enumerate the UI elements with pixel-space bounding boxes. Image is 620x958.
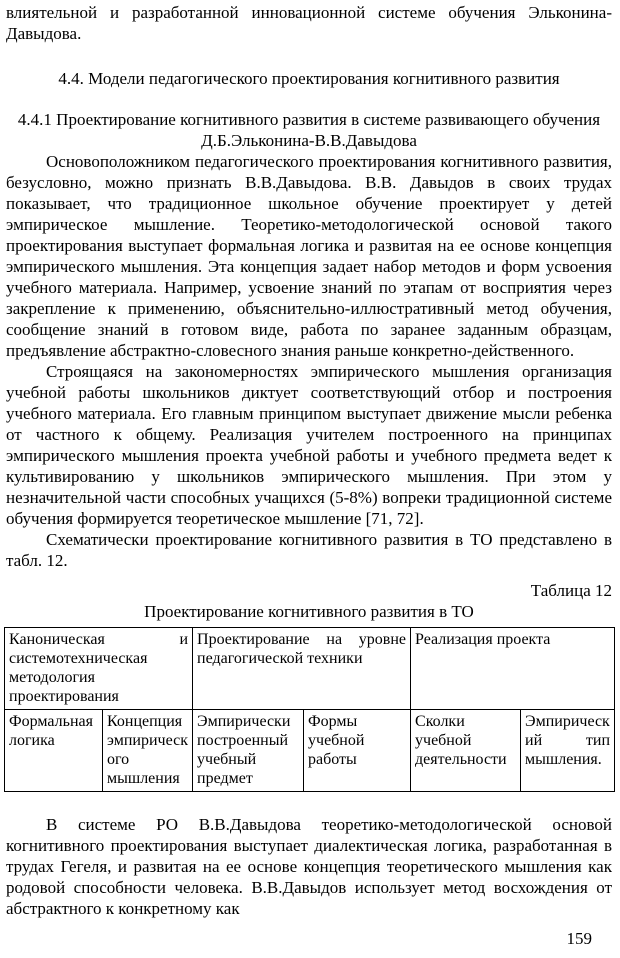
paragraph-4: В системе РО В.В.Давыдова теоретико-методологической основой когнитивного проектирования выступает диалектическая логика, разработанная в трудах Гегеля, и развитая на ее основе концепция теоретического мышления как родовой способности человека. В.В.Давыдов использует метод восхождения от абстрактного к конкретному как xyxy=(6,815,612,918)
table-header-cell-technique: Проектирование на уровне педагогической техники xyxy=(193,628,411,710)
table-header-cell-methodology: Каноническая и системотехническая методология проектирования xyxy=(5,628,193,710)
table-header-row xyxy=(5,628,615,710)
paragraph-3: Схематически проектирование когнитивного развития в ТО представлено в табл. 12. xyxy=(6,530,612,570)
table-cell-empirical-concept: Концепция эмпирического мышления xyxy=(103,710,193,792)
paragraph-intro: влиятельной и разработанной инновационной системе обучения Эльконина-Давыдова. xyxy=(6,3,612,43)
table-header-cell-realization: Реализация проекта xyxy=(411,628,615,710)
cognitive-development-table xyxy=(4,627,615,792)
table-cell-work-forms: Формы учебной работы xyxy=(304,710,411,792)
paragraph-2: Строящаяся на закономерностях эмпирического мышления организация учебной работы школьников диктует соответствующий отбор и построения учебного материала. Его главным принципом выступает движение мысли ребенка от частного к общему. Реализация учителем построенного на принципах эмпирического мышления проекта учебной работы и учебного предмета ведет к культивированию у школьников эмпирического мышления. При этом у незначительной части способных учащихся (5-8%) вопреки традиционной системе обучения формируется теоретическое мышление [71, 72]. xyxy=(6,362,612,528)
section-heading: 4.4. Модели педагогического проектирования когнитивного развития xyxy=(58,69,560,88)
subsection-heading: 4.4.1 Проектирование когнитивного развития в системе развивающего обучения Д.Б.Эльконина-В.В.Давыдова xyxy=(17,110,601,150)
paragraph-1: Основоположником педагогического проектирования когнитивного развития, безусловно, можно признать В.В.Давыдова. В.В. Давыдов в своих трудах показывает, что традиционное школьное обучение проектирует у детей эмпирическое мышление. Теоретико-методологической основой такого проектирования выступает формальная логика и развитая на ее основе концепция эмпирического мышления. Эта концепция задает набор методов и форм усвоения учебного материала. Например, усвоение знаний по этапам от восприятия через закрепление к применению, объяснительно-иллюстративный метод обучения, сообщение знаний в готовом виде, работа по заранее заданным образцам, предъявление абстрактно-словесного знания раньше конкретно-действенного. xyxy=(6,152,612,360)
page-number: 159 xyxy=(566,929,592,948)
table-body-row xyxy=(5,710,615,792)
table-label: Таблица 12 xyxy=(530,581,612,600)
table-cell-thinking-type: Эмпирический тип мышления. xyxy=(521,710,615,792)
table-cell-activity-copies: Сколки учебной деятельности xyxy=(411,710,521,792)
table-cell-formal-logic: Формальная логика xyxy=(5,710,103,792)
table-title: Проектирование когнитивного развития в ТО xyxy=(144,602,474,621)
table-cell-empirical-subject: Эмпирически построенный учебный предмет xyxy=(193,710,304,792)
